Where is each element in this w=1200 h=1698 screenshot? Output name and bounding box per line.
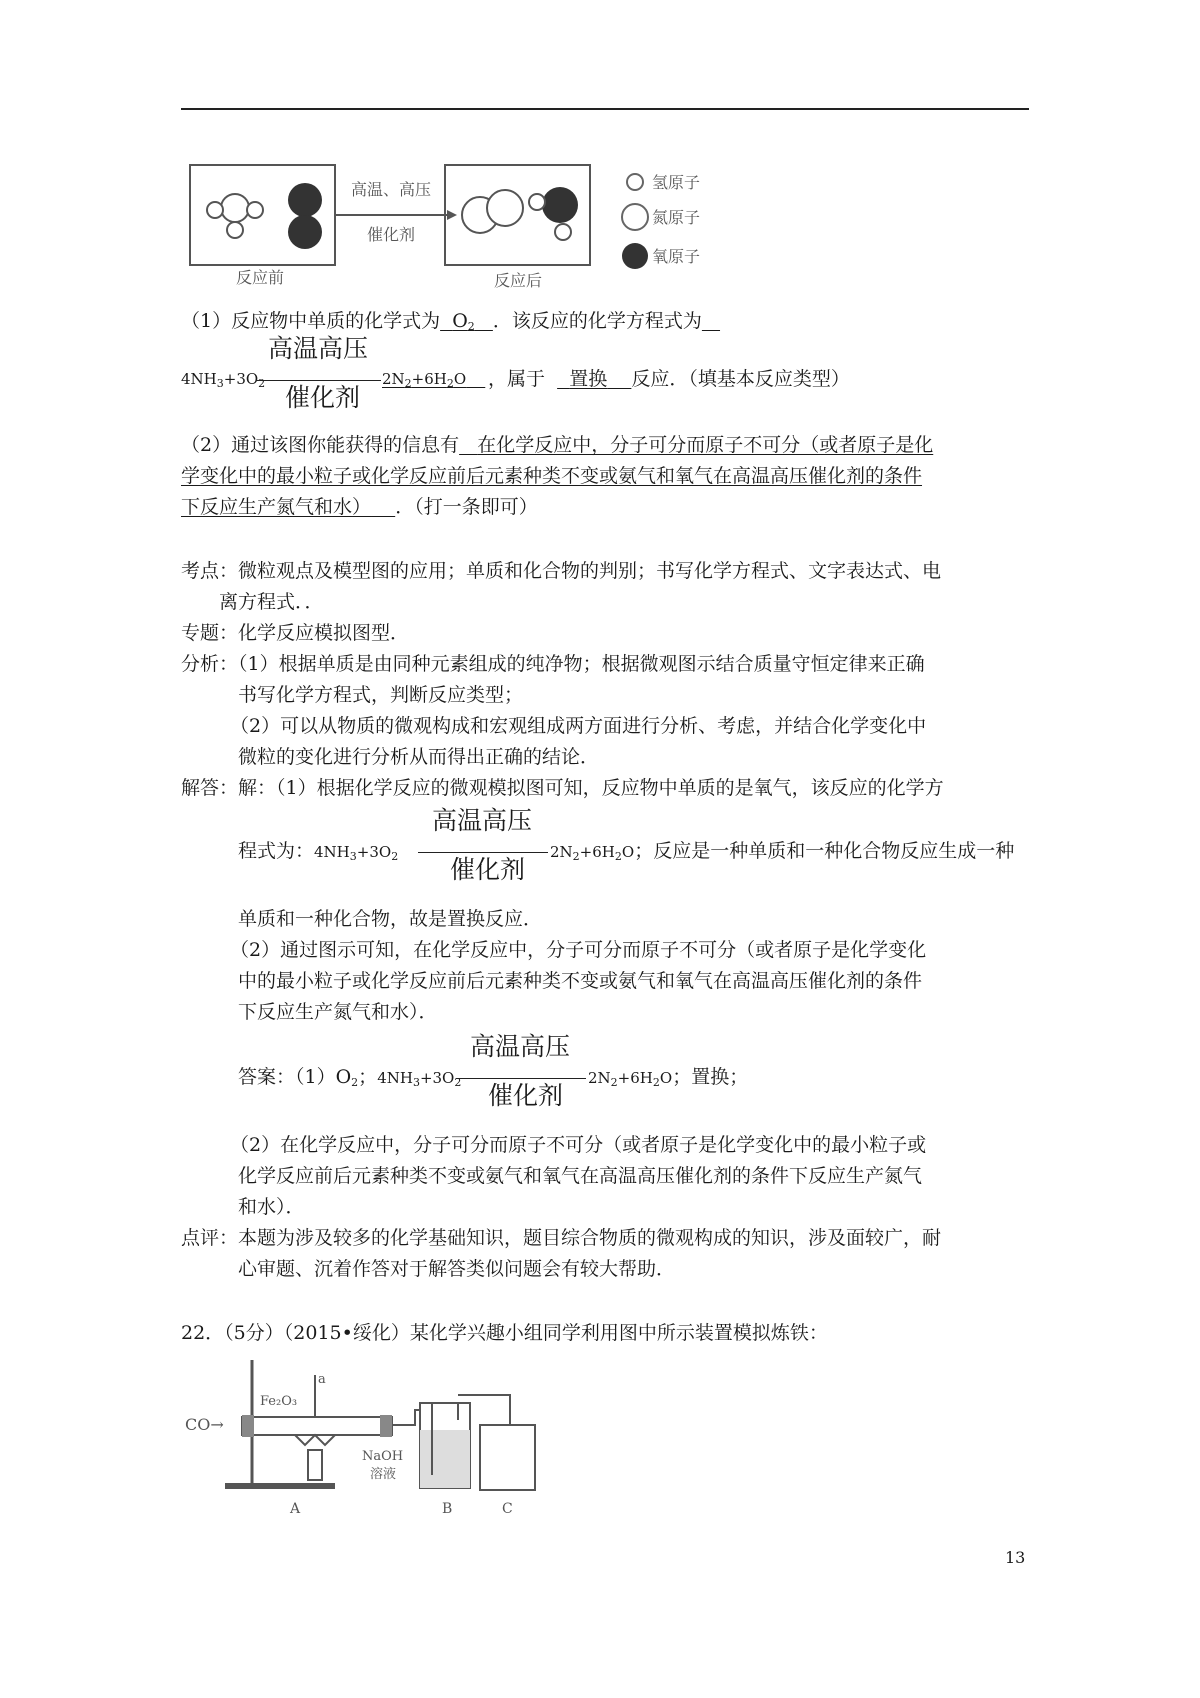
label-c: C xyxy=(502,1501,513,1517)
daan-condition-top: 高温高压 xyxy=(470,1032,571,1061)
nitrogen-molecule xyxy=(462,190,523,233)
q2-line3: 下反应生产氮气和水） ．（打一条即可） xyxy=(181,496,538,518)
left-stopper xyxy=(242,1415,254,1437)
q1-condition-bottom: 催化剂 xyxy=(285,383,361,412)
fenxi-line2: 书写化学方程式，判断反应类型； xyxy=(238,684,524,706)
stand-base xyxy=(225,1483,335,1489)
legend-oxygen: 氧原子 xyxy=(652,247,701,266)
legend-oxygen-icon xyxy=(622,243,648,269)
legend-nitrogen: 氮原子 xyxy=(652,208,701,227)
co-label: CO→ xyxy=(185,1415,224,1434)
kaodian-line1: 考点：微粒观点及模型图的应用；单质和化合物的判别；书写化学方程式、文字表达式、电 xyxy=(181,560,942,582)
header-rule xyxy=(181,108,1029,110)
fenxi-line3: （2）可以从物质的微观构成和宏观组成两方面进行分析、考虑，并结合化学变化中 xyxy=(230,715,927,737)
naoh-solution xyxy=(420,1430,470,1488)
daan2-line2: 化学反应前后元素种类不变或氨气和氧气在高温高压催化剂的条件下反应生产氮气 xyxy=(238,1165,923,1187)
after-label: 反应后 xyxy=(493,271,543,290)
solution-label: 溶液 xyxy=(370,1467,397,1482)
q1-answer-formula: $O_2$ xyxy=(452,310,475,333)
q2-line2: 学变化中的最小粒子或化学反应前后元素种类不变或氨气和氧气在高温高压催化剂的条件 xyxy=(181,465,923,487)
daan-eq-right: $2N_2+6H_2O$；置换； xyxy=(588,1066,749,1089)
q22-text: 22．（5分）（2015•绥化）某化学兴趣小组同学利用图中所示装置模拟炼铁： xyxy=(181,1322,828,1344)
daan2-line3: 和水）． xyxy=(238,1196,305,1218)
legend-hydrogen-icon xyxy=(627,174,643,190)
zhuanti-line: 专题：化学反应模拟图型． xyxy=(181,622,410,644)
q1-prefix: （1）反应物中单质的化学式为 xyxy=(181,310,441,332)
kaodian-line2: 离方程式．． xyxy=(219,591,324,613)
glass-tube xyxy=(242,1417,392,1435)
q1-line1: （1）反应物中单质的化学式为 $O_2$ ．该反应的化学方程式为 xyxy=(181,310,702,333)
fenxi-line4: 微粒的变化进行分析从而得出正确的结论． xyxy=(238,746,600,768)
q2-line1: （2）通过该图你能获得的信息有 在化学反应中，分子可分而原子不可分（或者原子是化 xyxy=(181,434,934,456)
alcohol-lamp xyxy=(308,1450,322,1480)
q1-type-answer: 置换 xyxy=(569,368,608,390)
jieda-condition-bottom: 催化剂 xyxy=(450,855,526,884)
daan2-line1: （2）在化学反应中，分子可分而原子不可分（或者原子是化学变化中的最小粒子或 xyxy=(230,1134,927,1156)
arrow-condition-top: 高温、高压 xyxy=(350,180,432,199)
jieda-line6: 下反应生产氮气和水）． xyxy=(238,1001,438,1023)
label-b: B xyxy=(442,1501,453,1517)
dianping-line1: 点评：本题为涉及较多的化学基础知识，题目综合物质的微观构成的知识，涉及面较广，耐 xyxy=(181,1227,942,1249)
jieda-equation-bar xyxy=(418,852,548,853)
fenxi-line1: 分析：（1）根据单质是由同种元素组成的纯净物；根据微观图示结合质量守恒定律来正确 xyxy=(181,653,925,675)
daan-condition-bottom: 催化剂 xyxy=(488,1081,564,1110)
before-label: 反应前 xyxy=(235,268,285,287)
dianping-line2: 心审题、沉着作答对于解答类似问题会有较大帮助． xyxy=(238,1258,676,1280)
flame xyxy=(295,1435,335,1445)
q1-equation-bar xyxy=(256,380,381,381)
water-molecule xyxy=(529,187,578,240)
q1-equation-right: $2N_2+6H_2O$ xyxy=(382,370,467,390)
a-label: a xyxy=(318,1372,326,1387)
jieda-line5: 中的最小粒子或化学反应前后元素种类不变或氨气和氧气在高温高压催化剂的条件 xyxy=(238,970,923,992)
fe2o3-label: Fe₂O₃ xyxy=(260,1394,298,1409)
q1-type-line: ，属于 置换 反应．（填基本反应类型） xyxy=(488,368,850,390)
beaker xyxy=(480,1425,535,1490)
jieda-line4: （2）通过图示可知，在化学反应中，分子可分而原子不可分（或者原子是化学变化 xyxy=(230,939,927,961)
jieda-line1: 解答：解：（1）根据化学反应的微观模拟图可知，反应物中单质的是氧气，该反应的化学方 xyxy=(181,777,944,799)
q1-equation-left: $4NH_3+3O_2$ xyxy=(181,370,266,390)
reaction-model-diagram xyxy=(185,160,765,290)
daan-equation-bar xyxy=(456,1078,586,1079)
legend-hydrogen: 氢原子 xyxy=(652,173,701,192)
jieda-eq-line: 程式为：$4NH_3+3O_2$ xyxy=(238,840,399,863)
q1-condition-top: 高温高压 xyxy=(268,334,369,363)
oxygen-molecule xyxy=(288,183,322,249)
label-a: A xyxy=(290,1501,301,1517)
page-number: 13 xyxy=(1005,1548,1026,1567)
ironmaking-apparatus-diagram xyxy=(180,1355,600,1560)
right-stopper xyxy=(380,1415,392,1437)
jieda-line3: 单质和一种化合物，故是置换反应． xyxy=(238,908,543,930)
daan-eq-line: 答案：$(1)O_2$；$4NH_3+3O_2$ xyxy=(238,1066,462,1089)
legend-nitrogen-icon xyxy=(622,204,648,230)
ammonia-molecule xyxy=(207,194,263,238)
arrow-condition-bottom: 催化剂 xyxy=(366,225,416,244)
jieda-condition-top: 高温高压 xyxy=(432,806,533,835)
jieda-eq-right: $2N_2+6H_2O$；反应是一种单质和一种化合物反应生成一种 xyxy=(550,840,1015,863)
naoh-label: NaOH xyxy=(362,1449,404,1464)
